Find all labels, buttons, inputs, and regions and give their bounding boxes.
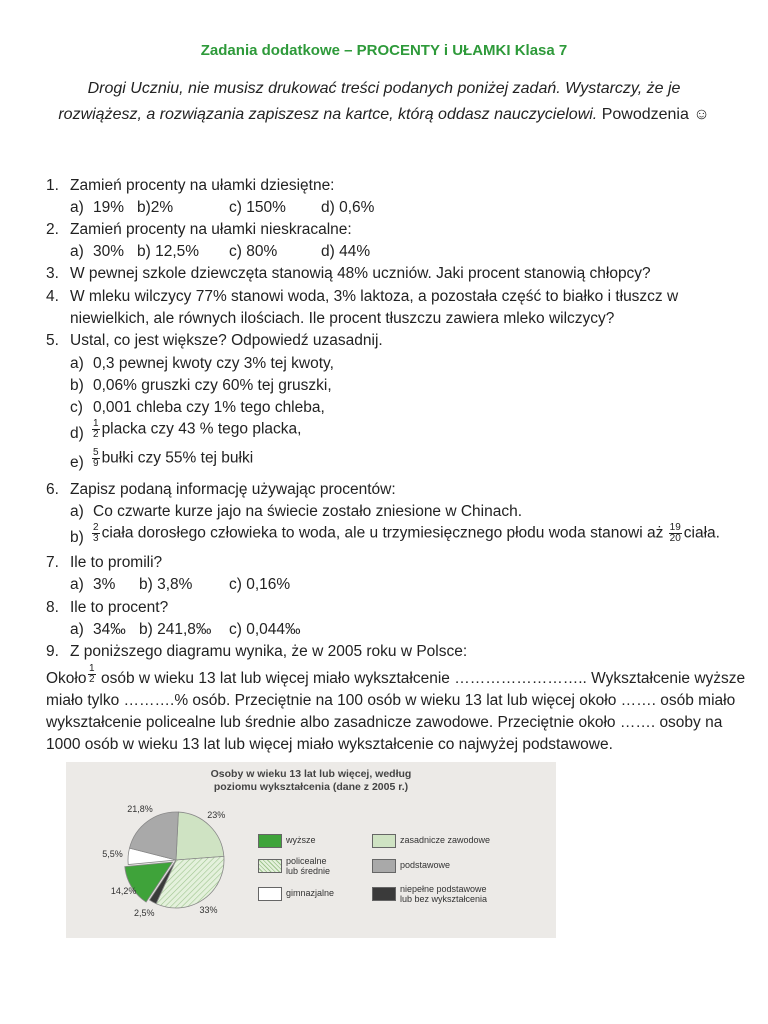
task-9-paragraph-4: 1000 osób w wieku 13 lat lub więcej miało wykształcenie co najwyżej podstawowe.: [46, 736, 613, 753]
legend-swatch: [372, 834, 396, 848]
legend-label: policealne lub średnie: [286, 856, 331, 876]
legend-label: podstawowe: [400, 860, 451, 870]
pie-chart-panel: [66, 762, 556, 938]
legend-swatch: [372, 887, 396, 901]
pie-slice-label: 23%: [207, 809, 226, 820]
task-9-paragraph-3: wykształcenie policealne lub średnie albo zasadnicze zawodowe. Przeciętnie około ……. osoby na: [46, 714, 723, 731]
intro-line-2: rozwiążesz, a rozwiązania zapiszesz na kartce, którą oddasz nauczycielowi. Powodzenia ☺: [58, 106, 710, 123]
task-9-paragraph-2: miało tylko ……….% osób. Przeciętnie na 100 osób w wieku 13 lat lub więcej około ……. osób miało: [46, 692, 736, 709]
intro-line-1: Drogi Uczniu, nie musisz drukować treści podanych poniżej zadań. Wystarczy, że je: [87, 80, 681, 97]
legend-label: zasadnicze zawodowe: [400, 835, 491, 845]
legend-label: gimnazjalne: [286, 888, 335, 898]
fraction: $\frac{1}{2}$: [93, 418, 99, 440]
legend-swatch: [258, 834, 282, 848]
fraction: $\frac{19}{20}$: [669, 522, 681, 544]
pie-slice-label: 21,8%: [127, 804, 153, 815]
chart-title: Osoby w wieku 13 lat lub więcej, według poziomu wykształcenia (dane z 2005 r.): [210, 768, 412, 793]
legend-label: wyższe: [286, 835, 316, 845]
fraction: $\frac{2}{3}$: [93, 522, 99, 544]
pie-slice-label: 33%: [199, 904, 218, 915]
legend-label: niepełne podstawowe lub bez wykształcenia: [400, 884, 488, 904]
legend-swatch: [372, 859, 396, 873]
legend-swatch: [258, 859, 282, 873]
legend-swatch: [258, 887, 282, 901]
pie-slice-label: 2,5%: [133, 908, 155, 919]
fraction: $\frac{1}{2}$: [89, 663, 95, 685]
page-title: Zadania dodatkowe – PROCENTY i UŁAMKI Klasa 7: [200, 42, 568, 59]
pie-slice-label: 14,2%: [110, 885, 137, 896]
fraction: $\frac{5}{9}$: [93, 447, 99, 469]
pie-slice-label: 5,5%: [102, 849, 123, 860]
